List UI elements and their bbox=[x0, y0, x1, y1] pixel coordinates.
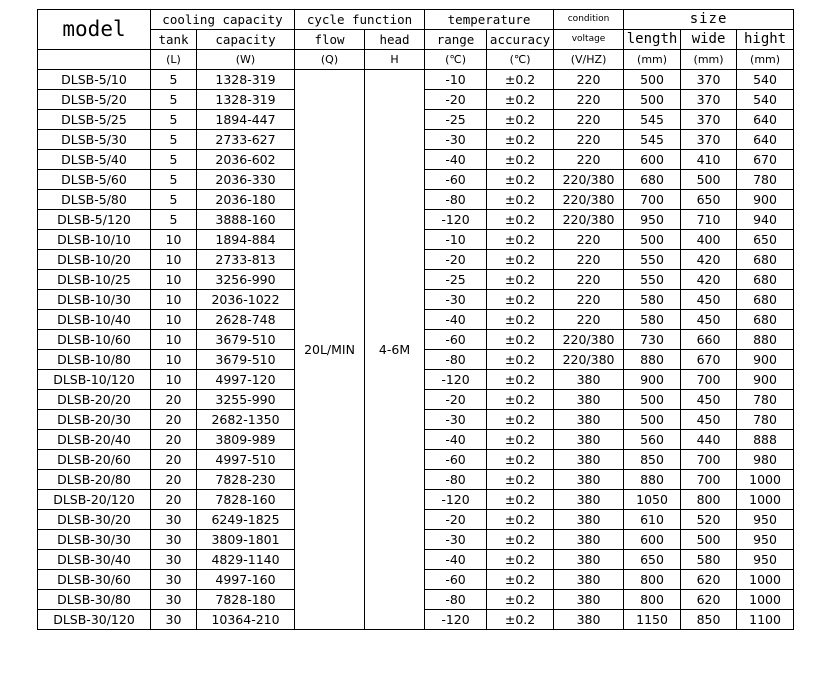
wide-cell: 450 bbox=[681, 310, 737, 330]
capacity-cell: 4997-120 bbox=[197, 370, 295, 390]
model-cell: DLSB-5/25 bbox=[38, 110, 151, 130]
tank-cell: 10 bbox=[151, 330, 197, 350]
capacity-cell: 3809-989 bbox=[197, 430, 295, 450]
accuracy-cell: ±0.2 bbox=[487, 150, 554, 170]
accuracy-cell: ±0.2 bbox=[487, 510, 554, 530]
wide-cell: 440 bbox=[681, 430, 737, 450]
voltage-cell: 220/380 bbox=[554, 350, 624, 370]
wide-cell: 420 bbox=[681, 270, 737, 290]
accuracy-cell: ±0.2 bbox=[487, 570, 554, 590]
wide-cell: 370 bbox=[681, 70, 737, 90]
range-cell: -40 bbox=[425, 430, 487, 450]
wide-cell: 370 bbox=[681, 110, 737, 130]
header-row-1 bbox=[38, 10, 794, 30]
hight-cell: 950 bbox=[737, 530, 794, 550]
voltage-cell: 220/380 bbox=[554, 210, 624, 230]
hight-cell: 940 bbox=[737, 210, 794, 230]
wide-cell: 620 bbox=[681, 590, 737, 610]
range-cell: -30 bbox=[425, 410, 487, 430]
capacity-unit: (W) bbox=[197, 50, 295, 70]
hight-header: hight bbox=[737, 30, 794, 50]
length-cell: 500 bbox=[624, 90, 681, 110]
voltage-cell: 380 bbox=[554, 390, 624, 410]
length-cell: 550 bbox=[624, 250, 681, 270]
tank-header: tank bbox=[151, 30, 197, 50]
voltage-cell: 380 bbox=[554, 510, 624, 530]
wide-cell: 450 bbox=[681, 290, 737, 310]
accuracy-cell: ±0.2 bbox=[487, 430, 554, 450]
accuracy-cell: ±0.2 bbox=[487, 390, 554, 410]
wide-cell: 650 bbox=[681, 190, 737, 210]
model-cell: DLSB-30/60 bbox=[38, 570, 151, 590]
wide-cell: 580 bbox=[681, 550, 737, 570]
voltage-cell: 220 bbox=[554, 70, 624, 90]
accuracy-cell: ±0.2 bbox=[487, 230, 554, 250]
spec-body bbox=[38, 70, 794, 630]
range-cell: -60 bbox=[425, 170, 487, 190]
wide-cell: 400 bbox=[681, 230, 737, 250]
hight-cell: 950 bbox=[737, 550, 794, 570]
model-cell: DLSB-10/10 bbox=[38, 230, 151, 250]
wide-cell: 800 bbox=[681, 490, 737, 510]
range-cell: -120 bbox=[425, 370, 487, 390]
model-cell: DLSB-5/80 bbox=[38, 190, 151, 210]
hight-cell: 540 bbox=[737, 90, 794, 110]
model-cell: DLSB-10/40 bbox=[38, 310, 151, 330]
length-cell: 950 bbox=[624, 210, 681, 230]
hight-cell: 780 bbox=[737, 170, 794, 190]
length-cell: 545 bbox=[624, 130, 681, 150]
length-unit: (mm) bbox=[624, 50, 681, 70]
length-cell: 600 bbox=[624, 530, 681, 550]
wide-cell: 500 bbox=[681, 170, 737, 190]
range-cell: -20 bbox=[425, 90, 487, 110]
wide-cell: 660 bbox=[681, 330, 737, 350]
header-row-2 bbox=[38, 30, 794, 50]
accuracy-cell: ±0.2 bbox=[487, 550, 554, 570]
capacity-cell: 3888-160 bbox=[197, 210, 295, 230]
tank-cell: 30 bbox=[151, 590, 197, 610]
capacity-cell: 2733-813 bbox=[197, 250, 295, 270]
model-cell: DLSB-10/30 bbox=[38, 290, 151, 310]
range-cell: -120 bbox=[425, 490, 487, 510]
length-cell: 1050 bbox=[624, 490, 681, 510]
voltage-cell: 380 bbox=[554, 610, 624, 630]
capacity-cell: 10364-210 bbox=[197, 610, 295, 630]
range-cell: -10 bbox=[425, 70, 487, 90]
accuracy-cell: ±0.2 bbox=[487, 330, 554, 350]
tank-cell: 20 bbox=[151, 430, 197, 450]
range-cell: -80 bbox=[425, 470, 487, 490]
size-header: size bbox=[624, 10, 794, 30]
capacity-cell: 1328-319 bbox=[197, 90, 295, 110]
tank-cell: 20 bbox=[151, 470, 197, 490]
wide-cell: 450 bbox=[681, 410, 737, 430]
hight-cell: 880 bbox=[737, 330, 794, 350]
voltage-cell: 220/380 bbox=[554, 170, 624, 190]
accuracy-cell: ±0.2 bbox=[487, 310, 554, 330]
model-cell: DLSB-5/120 bbox=[38, 210, 151, 230]
length-cell: 580 bbox=[624, 290, 681, 310]
accuracy-cell: ±0.2 bbox=[487, 290, 554, 310]
capacity-cell: 3679-510 bbox=[197, 330, 295, 350]
capacity-cell: 1894-447 bbox=[197, 110, 295, 130]
tank-cell: 5 bbox=[151, 210, 197, 230]
tank-cell: 10 bbox=[151, 270, 197, 290]
model-cell: DLSB-20/120 bbox=[38, 490, 151, 510]
voltage-cell: 220 bbox=[554, 230, 624, 250]
hight-cell: 900 bbox=[737, 190, 794, 210]
wide-cell: 620 bbox=[681, 570, 737, 590]
model-cell: DLSB-20/60 bbox=[38, 450, 151, 470]
model-cell: DLSB-5/30 bbox=[38, 130, 151, 150]
hight-cell: 1000 bbox=[737, 570, 794, 590]
capacity-cell: 7828-180 bbox=[197, 590, 295, 610]
range-cell: -60 bbox=[425, 570, 487, 590]
wide-cell: 670 bbox=[681, 350, 737, 370]
length-cell: 500 bbox=[624, 230, 681, 250]
accuracy-cell: ±0.2 bbox=[487, 110, 554, 130]
model-unit bbox=[38, 50, 151, 70]
hight-cell: 888 bbox=[737, 430, 794, 450]
accuracy-cell: ±0.2 bbox=[487, 450, 554, 470]
accuracy-cell: ±0.2 bbox=[487, 410, 554, 430]
length-header: length bbox=[624, 30, 681, 50]
tank-cell: 10 bbox=[151, 310, 197, 330]
accuracy-cell: ±0.2 bbox=[487, 490, 554, 510]
capacity-cell: 4829-1140 bbox=[197, 550, 295, 570]
accuracy-cell: ±0.2 bbox=[487, 250, 554, 270]
model-cell: DLSB-10/120 bbox=[38, 370, 151, 390]
range-cell: -20 bbox=[425, 390, 487, 410]
hight-cell: 640 bbox=[737, 110, 794, 130]
model-cell: DLSB-20/40 bbox=[38, 430, 151, 450]
length-cell: 880 bbox=[624, 470, 681, 490]
capacity-cell: 1328-319 bbox=[197, 70, 295, 90]
voltage-cell: 220 bbox=[554, 310, 624, 330]
range-cell: -60 bbox=[425, 450, 487, 470]
temperature-header: temperature bbox=[425, 10, 554, 30]
model-cell: DLSB-20/20 bbox=[38, 390, 151, 410]
voltage-cell: 220 bbox=[554, 150, 624, 170]
capacity-cell: 4997-510 bbox=[197, 450, 295, 470]
range-cell: -20 bbox=[425, 510, 487, 530]
wide-cell: 700 bbox=[681, 370, 737, 390]
accuracy-cell: ±0.2 bbox=[487, 130, 554, 150]
accuracy-cell: ±0.2 bbox=[487, 190, 554, 210]
model-cell: DLSB-5/20 bbox=[38, 90, 151, 110]
wide-cell: 410 bbox=[681, 150, 737, 170]
hight-cell: 1100 bbox=[737, 610, 794, 630]
accuracy-cell: ±0.2 bbox=[487, 90, 554, 110]
voltage-cell: 220 bbox=[554, 130, 624, 150]
model-header: model bbox=[38, 10, 151, 50]
hight-cell: 1000 bbox=[737, 470, 794, 490]
capacity-cell: 2733-627 bbox=[197, 130, 295, 150]
length-cell: 500 bbox=[624, 410, 681, 430]
capacity-cell: 2036-602 bbox=[197, 150, 295, 170]
model-cell: DLSB-30/20 bbox=[38, 510, 151, 530]
length-cell: 500 bbox=[624, 390, 681, 410]
voltage-unit: (V/HZ) bbox=[554, 50, 624, 70]
tank-cell: 10 bbox=[151, 350, 197, 370]
voltage-cell: 380 bbox=[554, 590, 624, 610]
shared-flow-cell: 20L/MIN bbox=[295, 70, 365, 630]
voltage-cell: 220 bbox=[554, 90, 624, 110]
hight-cell: 950 bbox=[737, 510, 794, 530]
model-cell: DLSB-30/120 bbox=[38, 610, 151, 630]
length-cell: 545 bbox=[624, 110, 681, 130]
tank-unit: (L) bbox=[151, 50, 197, 70]
hight-cell: 540 bbox=[737, 70, 794, 90]
length-cell: 560 bbox=[624, 430, 681, 450]
model-cell: DLSB-5/60 bbox=[38, 170, 151, 190]
length-cell: 850 bbox=[624, 450, 681, 470]
tank-cell: 10 bbox=[151, 370, 197, 390]
length-cell: 500 bbox=[624, 70, 681, 90]
voltage-cell: 220 bbox=[554, 110, 624, 130]
capacity-cell: 7828-230 bbox=[197, 470, 295, 490]
tank-cell: 5 bbox=[151, 70, 197, 90]
shared-head-cell: 4-6M bbox=[365, 70, 425, 630]
capacity-cell: 2036-330 bbox=[197, 170, 295, 190]
voltage-cell: 380 bbox=[554, 530, 624, 550]
condition-header: condition bbox=[554, 10, 624, 30]
range-cell: -80 bbox=[425, 190, 487, 210]
accuracy-cell: ±0.2 bbox=[487, 210, 554, 230]
hight-cell: 780 bbox=[737, 410, 794, 430]
capacity-cell: 4997-160 bbox=[197, 570, 295, 590]
model-cell: DLSB-5/10 bbox=[38, 70, 151, 90]
wide-cell: 850 bbox=[681, 610, 737, 630]
range-cell: -60 bbox=[425, 330, 487, 350]
voltage-cell: 220 bbox=[554, 270, 624, 290]
accuracy-cell: ±0.2 bbox=[487, 170, 554, 190]
range-cell: -80 bbox=[425, 590, 487, 610]
capacity-cell: 2628-748 bbox=[197, 310, 295, 330]
voltage-header: voltage bbox=[554, 30, 624, 50]
range-cell: -25 bbox=[425, 270, 487, 290]
hight-cell: 1000 bbox=[737, 590, 794, 610]
range-cell: -80 bbox=[425, 350, 487, 370]
wide-cell: 710 bbox=[681, 210, 737, 230]
tank-cell: 5 bbox=[151, 170, 197, 190]
voltage-cell: 220/380 bbox=[554, 190, 624, 210]
head-header: head bbox=[365, 30, 425, 50]
hight-cell: 680 bbox=[737, 310, 794, 330]
capacity-cell: 3256-990 bbox=[197, 270, 295, 290]
capacity-cell: 1894-884 bbox=[197, 230, 295, 250]
accuracy-cell: ±0.2 bbox=[487, 270, 554, 290]
capacity-cell: 7828-160 bbox=[197, 490, 295, 510]
head-unit: H bbox=[365, 50, 425, 70]
range-cell: -40 bbox=[425, 550, 487, 570]
model-cell: DLSB-30/30 bbox=[38, 530, 151, 550]
length-cell: 730 bbox=[624, 330, 681, 350]
tank-cell: 20 bbox=[151, 410, 197, 430]
wide-cell: 700 bbox=[681, 450, 737, 470]
accuracy-cell: ±0.2 bbox=[487, 610, 554, 630]
length-cell: 610 bbox=[624, 510, 681, 530]
tank-cell: 30 bbox=[151, 550, 197, 570]
voltage-cell: 220 bbox=[554, 290, 624, 310]
range-cell: -30 bbox=[425, 290, 487, 310]
hight-cell: 680 bbox=[737, 250, 794, 270]
tank-cell: 30 bbox=[151, 530, 197, 550]
length-cell: 800 bbox=[624, 570, 681, 590]
range-header: range bbox=[425, 30, 487, 50]
tank-cell: 10 bbox=[151, 290, 197, 310]
voltage-cell: 380 bbox=[554, 410, 624, 430]
accuracy-header: accuracy bbox=[487, 30, 554, 50]
length-cell: 600 bbox=[624, 150, 681, 170]
model-cell: DLSB-5/40 bbox=[38, 150, 151, 170]
wide-cell: 420 bbox=[681, 250, 737, 270]
units-row bbox=[38, 50, 794, 70]
hight-cell: 1000 bbox=[737, 490, 794, 510]
accuracy-cell: ±0.2 bbox=[487, 470, 554, 490]
accuracy-cell: ±0.2 bbox=[487, 350, 554, 370]
tank-cell: 30 bbox=[151, 510, 197, 530]
tank-cell: 5 bbox=[151, 110, 197, 130]
wide-cell: 370 bbox=[681, 90, 737, 110]
hight-cell: 640 bbox=[737, 130, 794, 150]
range-cell: -40 bbox=[425, 150, 487, 170]
length-cell: 650 bbox=[624, 550, 681, 570]
length-cell: 800 bbox=[624, 590, 681, 610]
tank-cell: 5 bbox=[151, 190, 197, 210]
range-cell: -20 bbox=[425, 250, 487, 270]
wide-cell: 450 bbox=[681, 390, 737, 410]
length-cell: 580 bbox=[624, 310, 681, 330]
model-cell: DLSB-30/80 bbox=[38, 590, 151, 610]
accuracy-cell: ±0.2 bbox=[487, 70, 554, 90]
tank-cell: 10 bbox=[151, 230, 197, 250]
wide-cell: 500 bbox=[681, 530, 737, 550]
range-cell: -30 bbox=[425, 130, 487, 150]
length-cell: 680 bbox=[624, 170, 681, 190]
model-cell: DLSB-20/30 bbox=[38, 410, 151, 430]
accuracy-cell: ±0.2 bbox=[487, 530, 554, 550]
range-cell: -10 bbox=[425, 230, 487, 250]
length-cell: 1150 bbox=[624, 610, 681, 630]
wide-cell: 700 bbox=[681, 470, 737, 490]
accuracy-cell: ±0.2 bbox=[487, 370, 554, 390]
hight-cell: 680 bbox=[737, 290, 794, 310]
range-cell: -120 bbox=[425, 610, 487, 630]
tank-cell: 5 bbox=[151, 150, 197, 170]
voltage-cell: 380 bbox=[554, 570, 624, 590]
range-cell: -120 bbox=[425, 210, 487, 230]
voltage-cell: 380 bbox=[554, 370, 624, 390]
capacity-header: capacity bbox=[197, 30, 295, 50]
table-row bbox=[38, 70, 794, 90]
flow-header: flow bbox=[295, 30, 365, 50]
tank-cell: 20 bbox=[151, 390, 197, 410]
flow-unit: (Q) bbox=[295, 50, 365, 70]
wide-unit: (mm) bbox=[681, 50, 737, 70]
hight-cell: 680 bbox=[737, 270, 794, 290]
tank-cell: 10 bbox=[151, 250, 197, 270]
model-cell: DLSB-10/25 bbox=[38, 270, 151, 290]
capacity-cell: 3679-510 bbox=[197, 350, 295, 370]
voltage-cell: 220 bbox=[554, 250, 624, 270]
length-cell: 900 bbox=[624, 370, 681, 390]
spec-table bbox=[37, 9, 794, 630]
voltage-cell: 380 bbox=[554, 550, 624, 570]
model-cell: DLSB-20/80 bbox=[38, 470, 151, 490]
range-cell: -40 bbox=[425, 310, 487, 330]
range-cell: -25 bbox=[425, 110, 487, 130]
capacity-cell: 6249-1825 bbox=[197, 510, 295, 530]
model-cell: DLSB-10/20 bbox=[38, 250, 151, 270]
hight-cell: 650 bbox=[737, 230, 794, 250]
hight-unit: (mm) bbox=[737, 50, 794, 70]
hight-cell: 780 bbox=[737, 390, 794, 410]
wide-header: wide bbox=[681, 30, 737, 50]
range-unit: (℃) bbox=[425, 50, 487, 70]
length-cell: 550 bbox=[624, 270, 681, 290]
wide-cell: 370 bbox=[681, 130, 737, 150]
capacity-cell: 2036-1022 bbox=[197, 290, 295, 310]
tank-cell: 20 bbox=[151, 450, 197, 470]
length-cell: 700 bbox=[624, 190, 681, 210]
voltage-cell: 220/380 bbox=[554, 330, 624, 350]
tank-cell: 30 bbox=[151, 570, 197, 590]
voltage-cell: 380 bbox=[554, 450, 624, 470]
cycle-function-header: cycle function bbox=[295, 10, 425, 30]
model-cell: DLSB-10/60 bbox=[38, 330, 151, 350]
hight-cell: 670 bbox=[737, 150, 794, 170]
hight-cell: 980 bbox=[737, 450, 794, 470]
tank-cell: 5 bbox=[151, 90, 197, 110]
voltage-cell: 380 bbox=[554, 430, 624, 450]
length-cell: 880 bbox=[624, 350, 681, 370]
tank-cell: 20 bbox=[151, 490, 197, 510]
voltage-cell: 380 bbox=[554, 490, 624, 510]
capacity-cell: 3255-990 bbox=[197, 390, 295, 410]
hight-cell: 900 bbox=[737, 370, 794, 390]
range-cell: -30 bbox=[425, 530, 487, 550]
capacity-cell: 3809-1801 bbox=[197, 530, 295, 550]
accuracy-cell: ±0.2 bbox=[487, 590, 554, 610]
tank-cell: 30 bbox=[151, 610, 197, 630]
voltage-cell: 380 bbox=[554, 470, 624, 490]
accuracy-unit: (℃) bbox=[487, 50, 554, 70]
model-cell: DLSB-30/40 bbox=[38, 550, 151, 570]
capacity-cell: 2682-1350 bbox=[197, 410, 295, 430]
cooling-capacity-header: cooling capacity bbox=[151, 10, 295, 30]
wide-cell: 520 bbox=[681, 510, 737, 530]
hight-cell: 900 bbox=[737, 350, 794, 370]
model-cell: DLSB-10/80 bbox=[38, 350, 151, 370]
tank-cell: 5 bbox=[151, 130, 197, 150]
capacity-cell: 2036-180 bbox=[197, 190, 295, 210]
